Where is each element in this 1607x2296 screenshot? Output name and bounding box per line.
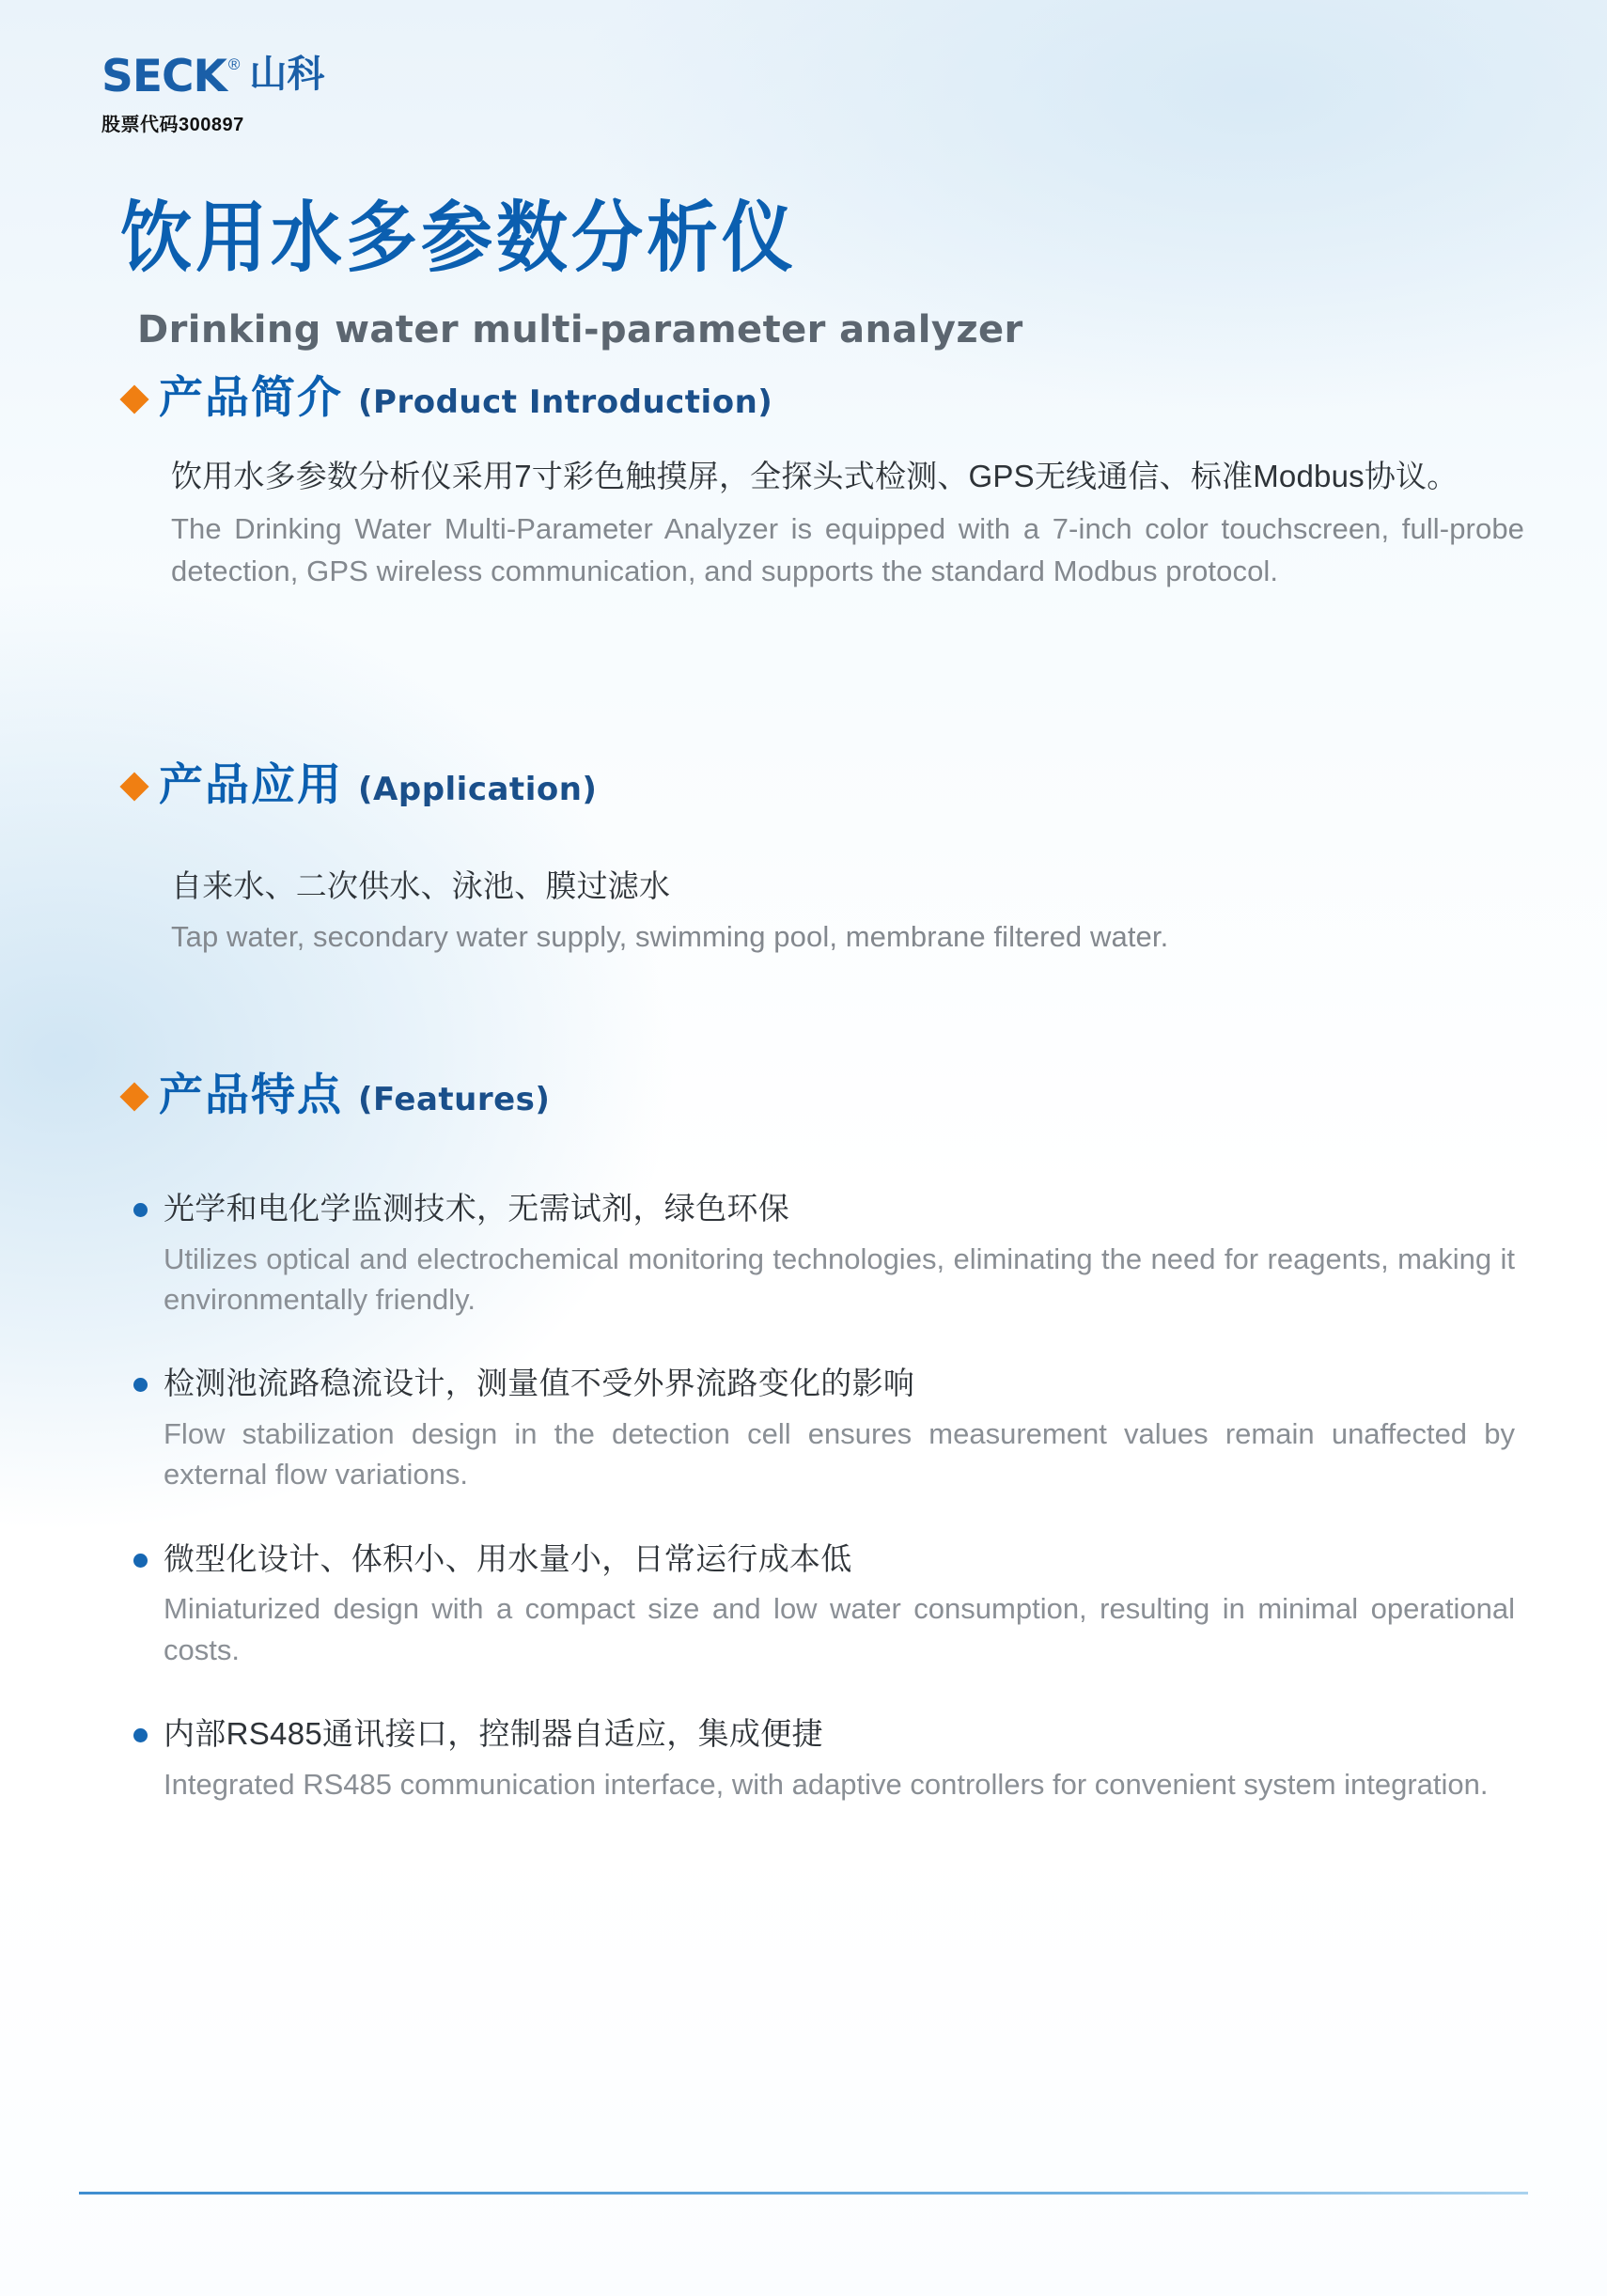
section-title-en: (Application) (358, 771, 598, 808)
section-product-introduction (124, 372, 1524, 593)
feature-title-en: Miniaturized design with a compact size and low water consumption, resulting in minimal operational costs. (164, 1592, 1515, 1666)
section-title-cn: 产品特点 (159, 1070, 343, 1121)
application-body-cn: 自来水、二次供水、泳池、膜过滤水 (171, 868, 671, 903)
feature-title-en: Integrated RS485 communication interface, with adaptive controllers for convenient system integration. (164, 1767, 1489, 1801)
section-header-intro (124, 372, 1524, 424)
list-item (124, 1363, 1524, 1494)
logo-chinese-name: 山科 (249, 54, 325, 95)
feature-title-en: Flow stabilization design in the detection cell ensures measurement values remain unaffected by external flow variations. (164, 1416, 1515, 1492)
section-title-en: (Features) (358, 1081, 551, 1118)
feature-title-cn: 光学和电化学监测技术，无需试剂，绿色环保 (164, 1191, 789, 1226)
bullet-dot-icon (133, 1203, 148, 1217)
page-title-en: Drinking water multi-parameter analyzer (137, 308, 1023, 351)
page-title-cn: 饮用水多参数分析仪 (120, 192, 797, 283)
application-body (171, 863, 1524, 958)
intro-body-cn: 饮用水多参数分析仪采用7寸彩色触摸屏，全探头式检测、GPS无线通信、标准Modbus协议。 (171, 459, 1459, 493)
feature-title-cn: 检测池流路稳流设计，测量值不受外界流路变化的影响 (164, 1366, 915, 1401)
feature-title-cn: 微型化设计、体积小、用水量小，日常运行成本低 (164, 1540, 852, 1576)
intro-body (171, 453, 1524, 593)
footer-divider (79, 2192, 1528, 2194)
list-item (124, 1188, 1524, 1320)
diamond-bullet-icon (119, 1082, 148, 1111)
list-item (124, 1713, 1524, 1804)
list-item (124, 1538, 1524, 1670)
feature-title-cn: 内部RS485通讯接口，控制器自适应，集成便捷 (164, 1715, 823, 1751)
stock-code: 股票代码300897 (101, 115, 244, 135)
section-title-en: (Product Introduction) (358, 383, 773, 421)
diamond-bullet-icon (119, 384, 148, 414)
section-application (124, 759, 1524, 958)
intro-body-en: The Drinking Water Multi-Parameter Analyzer is equipped with a 7-inch color touchscreen, full-probe detection, GPS wireless communication, and supports the standard Modbus protocol. (171, 512, 1524, 588)
bullet-dot-icon (133, 1728, 148, 1742)
diamond-bullet-icon (119, 772, 148, 801)
bullet-dot-icon (133, 1554, 148, 1568)
section-header-features (124, 1070, 1524, 1121)
feature-title-en: Utilizes optical and electrochemical monitoring technologies, eliminating the need for reagents, making it environmentally friendly. (164, 1242, 1515, 1316)
logo-row (101, 51, 325, 102)
logo-wordmark: SECK (101, 51, 226, 102)
application-body-en: Tap water, secondary water supply, swimming pool, membrane filtered water. (171, 920, 1169, 954)
section-header-application (124, 759, 1524, 811)
section-title-cn: 产品应用 (159, 759, 343, 811)
registered-trademark-icon: ® (227, 55, 241, 73)
features-list (124, 1188, 1524, 1804)
bullet-dot-icon (133, 1378, 148, 1392)
company-logo (101, 51, 325, 136)
section-title-cn: 产品简介 (159, 372, 343, 424)
section-features (124, 1070, 1524, 1848)
